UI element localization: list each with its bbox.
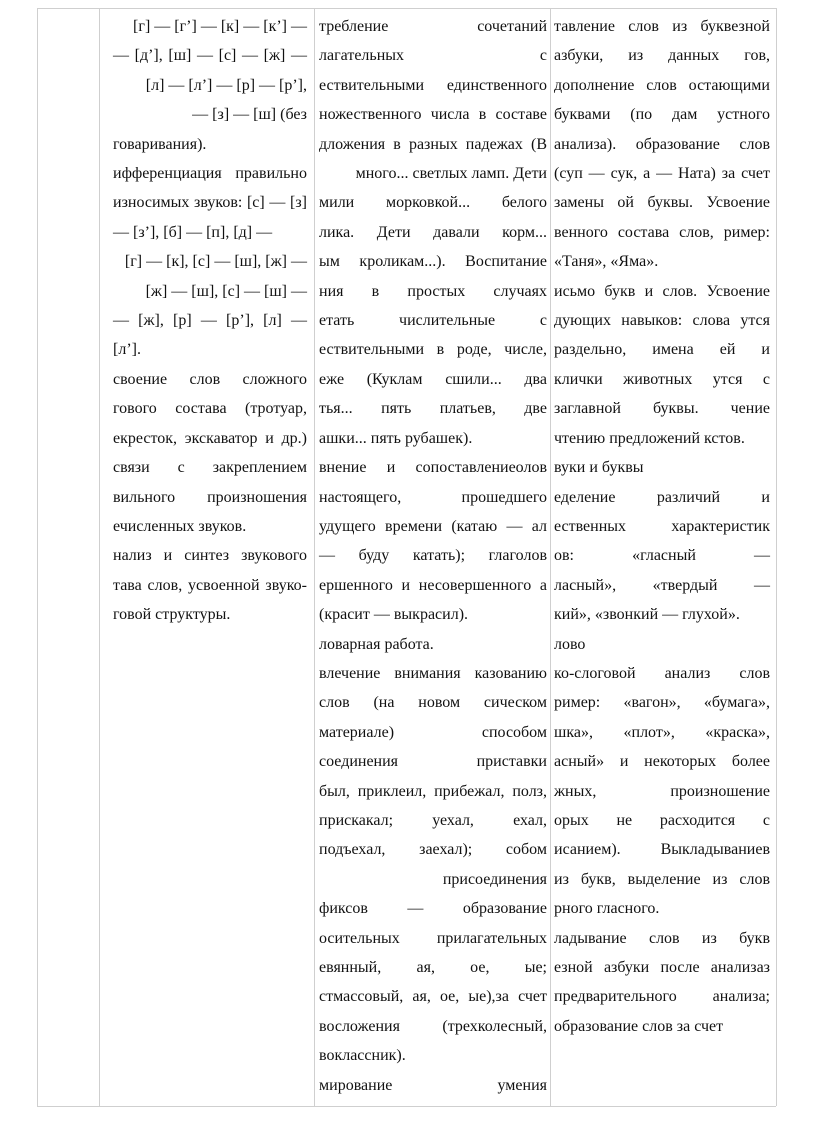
text-line: анализа). образование слов — [554, 135, 770, 153]
text-line: износимых звуков: [с] — [з] — [113, 194, 307, 212]
text-line: (суп — сук, а — Ната) за счет — [554, 165, 770, 183]
text-line: — [ж], [р] — [р’], [л] — [л’]. — [113, 312, 307, 359]
text-line: говаривания). — [113, 135, 207, 153]
column-phonetics — [113, 12, 307, 630]
text-line: образование слов за счет — [554, 1017, 724, 1035]
text-line: много... светлых ламп. Дети — [355, 165, 547, 183]
text-line: еже (Куклам сшили... два — [319, 370, 547, 388]
table-top-border — [37, 8, 776, 9]
text-line: чтению предложений кстов. — [554, 429, 745, 447]
text-line: [л] — [л’] — [р] — [р’], — [145, 76, 307, 94]
text-line: ым кроликам...). Воспитание — [319, 253, 547, 271]
text-line: лово — [554, 635, 586, 653]
text-line: рного гласного. — [554, 900, 660, 918]
text-line: заглавной буквы. чение — [554, 400, 770, 418]
text-line: замены ой буквы. Усвоение — [554, 194, 770, 212]
text-line: ашки... пять рубашек). — [319, 429, 473, 447]
column-divider — [99, 8, 100, 1106]
text-line: мирование умения — [319, 1076, 547, 1094]
text-line: ов: «гласный — — [554, 547, 770, 565]
text-line: подъехал, заехал); собом — [319, 841, 547, 859]
text-line: соединения приставки — [319, 753, 547, 771]
text-line: раздельно, имена ей и — [554, 341, 770, 359]
text-line: асный» и некоторых более — [554, 753, 770, 771]
text-line: [ж] — [ш], [с] — [ш] — — [145, 282, 307, 300]
text-line: удущего времени (катаю — ал — [319, 517, 547, 535]
text-line: требление сочетаний — [319, 18, 547, 35]
text-line: — [з] — [ш] (без — [192, 106, 307, 124]
text-line: ножественного числа в составе — [319, 106, 547, 124]
text-line: нализ и синтез звукового — [113, 547, 307, 565]
column-grammar — [319, 12, 547, 1100]
text-line: тья... пять платьев, две — [319, 400, 547, 418]
text-line: екресток, экскаватор и др.) — [113, 429, 307, 447]
table — [37, 8, 776, 1106]
text-line: буквами (по дам устного — [554, 106, 770, 124]
text-line: клички животных утся с — [554, 370, 770, 388]
text-line: венного состава слов, ример: — [554, 223, 770, 241]
text-line: ечисленных звуков. — [113, 517, 247, 535]
text-line: (красит — выкрасил). — [319, 606, 469, 624]
text-line: езной азбуки после анализаз — [554, 959, 770, 976]
text-line: [г] — [к], [с] — [ш], [ж] — — [124, 253, 307, 271]
text-line: кий», «звонкий — глухой». — [554, 606, 740, 624]
text-line: был, приклеил, прибежал, полз, — [319, 782, 547, 800]
column-divider — [314, 8, 315, 1106]
text-line: шка», «плот», «краска», — [554, 723, 770, 741]
text-line: прискакал; уехал, ехал, — [319, 811, 547, 829]
text-line: вильного произношения — [113, 488, 307, 506]
text-line: тавление слов из буквезной — [554, 18, 770, 35]
text-line: лагательных с — [319, 47, 547, 65]
text-line: дложения в разных падежах (В — [319, 135, 547, 153]
text-line: ественных характеристик — [554, 517, 770, 535]
text-line: слов (на новом сическом — [319, 694, 547, 712]
text-line: еделение различий и — [554, 488, 770, 506]
text-line: — [д’], [ш] — [с] — [ж] — — [113, 47, 307, 65]
text-line: исанием). Выкладываниев — [554, 841, 770, 859]
column-literacy — [554, 12, 770, 1041]
text-line: — [з’], [б] — [п], [д] — — [113, 223, 273, 241]
text-line: связи с закреплением — [113, 459, 307, 477]
text-line: исьмо букв и слов. Усвоение — [554, 282, 770, 300]
text-line: из букв, выделение из слов — [554, 870, 770, 888]
text-line: ример: «вагон», «бумага», — [554, 694, 770, 712]
text-line: орых не расходится с — [554, 811, 770, 829]
text-line: ершенного и несовершенного а — [319, 576, 547, 594]
text-line: внение и сопоставлениеолов — [319, 459, 547, 477]
text-line: [г] — [г’] — [к] — [к’] — — [133, 18, 307, 35]
text-line: ласный», «твердый — — [554, 576, 770, 594]
text-line: тава слов, усвоенной звуко- — [113, 576, 307, 594]
text-line: ния в простых случаях — [319, 282, 547, 300]
text-line: осительных прилагательных — [319, 929, 547, 947]
text-line: дующих навыков: слова утся — [554, 312, 770, 330]
text-line: своение слов сложного — [113, 370, 307, 388]
text-line: ловарная работа. — [319, 635, 434, 653]
text-line: стмассовый, ая, ое, ые),за счет — [319, 988, 547, 1006]
text-line: лика. Дети давали корм... — [319, 223, 547, 241]
text-line: гового состава (тротуар, — [113, 400, 307, 418]
text-line: — буду катать); глаголов — [319, 547, 547, 565]
text-line: азбуки, из данных гов, — [554, 47, 770, 65]
text-line: материале) способом — [319, 723, 547, 741]
text-line: присоединения — [442, 870, 547, 888]
text-line: етать числительные с — [319, 312, 547, 330]
text-line: ествительными единственного — [319, 76, 547, 94]
text-line: дополнение слов остающими — [554, 76, 770, 94]
text-line: ествительными в роде, числе, — [319, 341, 547, 359]
text-line: евянный, ая, ое, ые; — [319, 959, 547, 976]
table-bottom-border — [37, 1106, 776, 1107]
text-line: вуки и буквы — [554, 459, 644, 477]
text-line: фиксов — образование — [319, 900, 547, 918]
text-line: предварительного анализа; — [554, 988, 770, 1006]
text-line: ифференциация правильно — [113, 165, 307, 183]
text-line: ко-слоговой анализ слов — [554, 664, 770, 682]
table-right-border — [776, 8, 777, 1106]
text-line: мили морковкой... белого — [319, 194, 547, 212]
text-line: ладывание слов из букв — [554, 929, 770, 947]
text-line: жных, произношение — [554, 782, 770, 800]
text-line: «Таня», «Яма». — [554, 253, 659, 271]
text-line: воклассник). — [319, 1047, 406, 1065]
text-line: восложения (трехколесный, — [319, 1017, 547, 1035]
text-line: настоящего, прошедшего — [319, 488, 547, 506]
table-left-border — [37, 8, 38, 1106]
column-divider — [550, 8, 551, 1106]
text-line: говой структуры. — [113, 606, 231, 624]
text-line: влечение внимания казованию — [319, 664, 547, 682]
